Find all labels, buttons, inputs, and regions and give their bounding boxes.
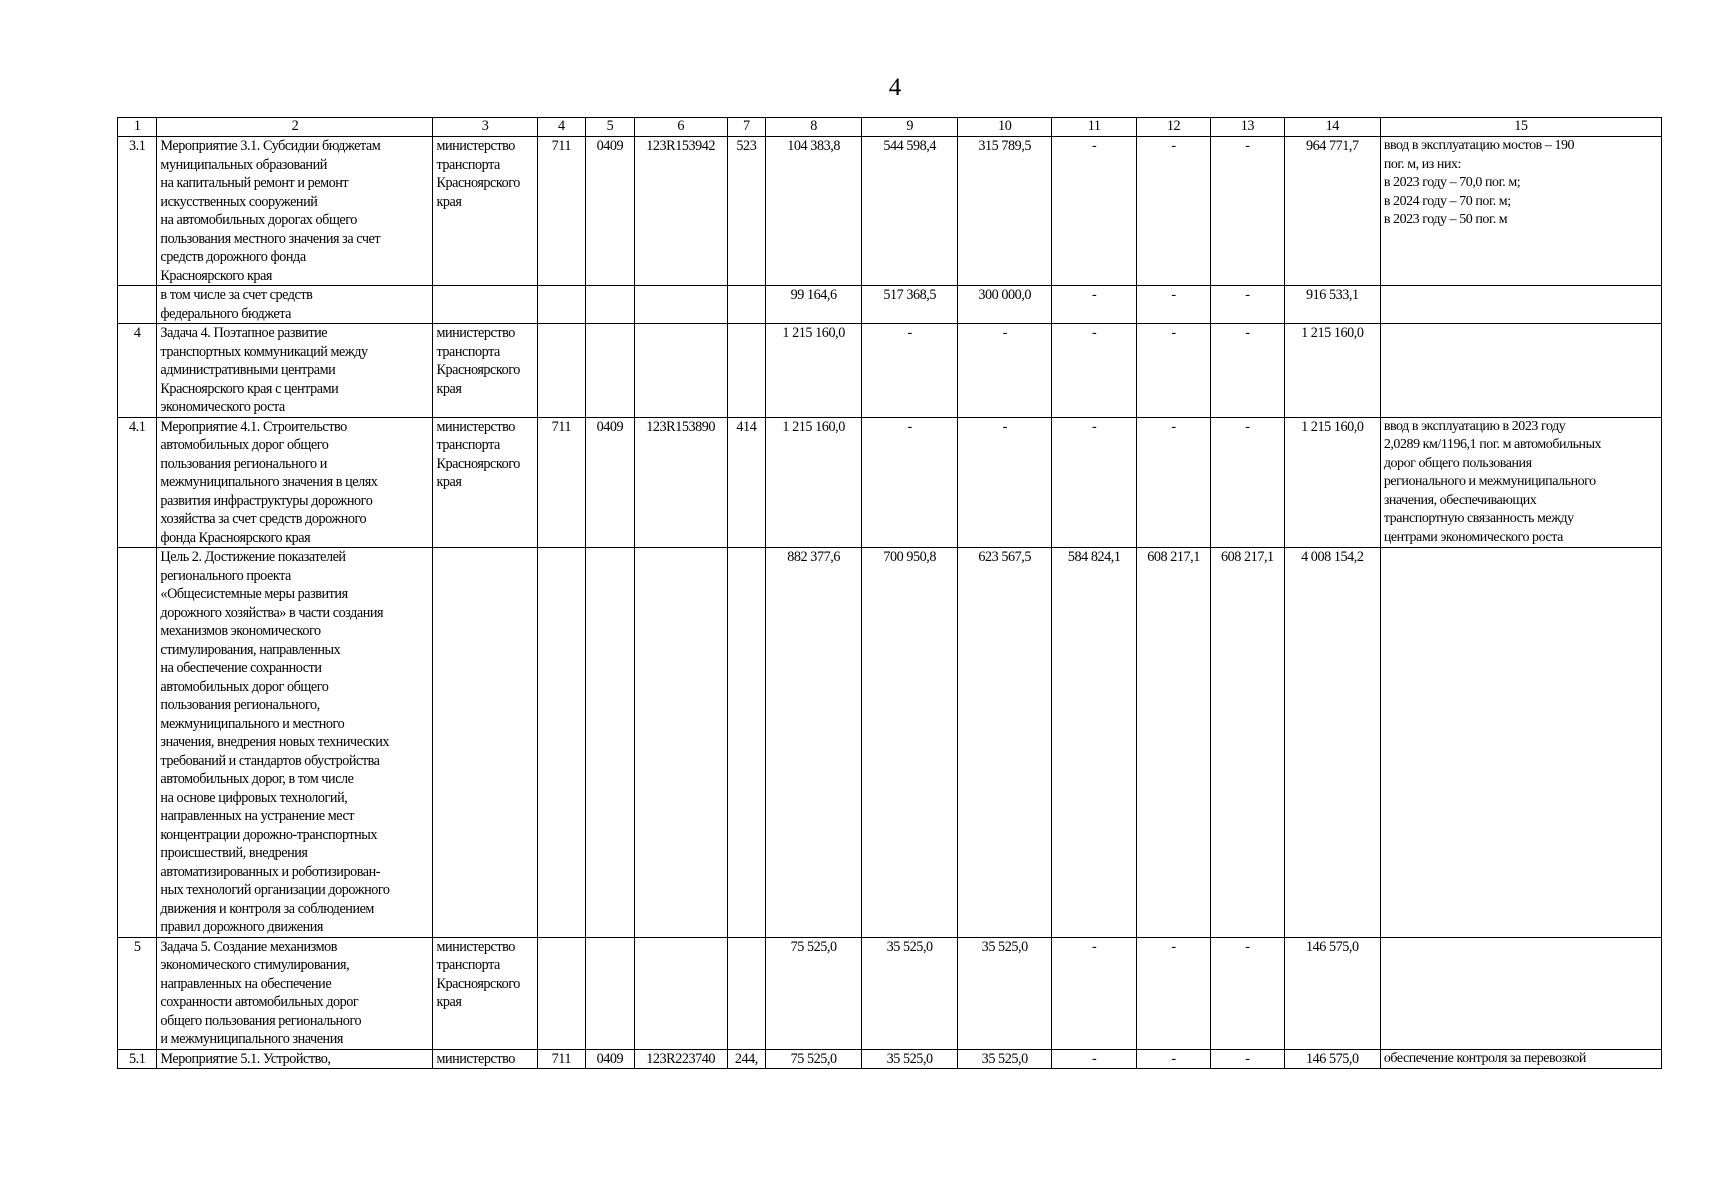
amount-year5-cell: - bbox=[1137, 137, 1211, 286]
amount-year3-cell: 300 000,0 bbox=[958, 286, 1052, 324]
amount-year1-cell: 75 525,0 bbox=[766, 937, 862, 1049]
row-number-cell bbox=[118, 286, 157, 324]
amount-year4-cell: - bbox=[1052, 1049, 1137, 1069]
amount-year6-cell: - bbox=[1210, 417, 1284, 548]
table-header-row bbox=[118, 118, 1662, 137]
rzpr-cell bbox=[586, 324, 635, 418]
executor-cell: министерство транспорта Красноярского края bbox=[433, 937, 537, 1049]
column-header: 14 bbox=[1284, 118, 1380, 137]
vr-cell: 523 bbox=[727, 137, 765, 286]
amount-year2-cell: 517 368,5 bbox=[862, 286, 958, 324]
csr-cell bbox=[634, 548, 727, 938]
activity-name-cell: Цель 2. Достижение показателей регионального проекта «Общесистемные меры развития дорожного хозяйства» в части создания механизмов экономического стимулирования, направленных на обеспечение сохранности автомобильных дорог общего пользования регионального, межмуниципального и местного значения, внедрения новых технических требований и стандартов обустройства автомобильных дорог, в том числе на основе цифровых технологий, направленных на устранение мест концентрации дорожно-транспортных происшествий, внедрения автоматизированных и роботизирован- ных технологий организации дорожного движения и контроля за соблюдением правил дорожного движения bbox=[157, 548, 433, 938]
amount-year5-cell: 608 217,1 bbox=[1137, 548, 1211, 938]
amount-year3-cell: - bbox=[958, 417, 1052, 548]
amount-year5-cell: - bbox=[1137, 286, 1211, 324]
activity-name-cell: Мероприятие 4.1. Строительство автомобильных дорог общего пользования регионального и межмуниципального значения в целях развития инфраструктуры дорожного хозяйства за счет средств дорожного фонда Красноярского края bbox=[157, 417, 433, 548]
amount-year5-cell: - bbox=[1137, 324, 1211, 418]
amount-total-cell: 916 533,1 bbox=[1284, 286, 1380, 324]
csr-cell bbox=[634, 324, 727, 418]
table-row bbox=[118, 286, 1662, 324]
table-row bbox=[118, 937, 1662, 1049]
csr-cell: 123R153890 bbox=[634, 417, 727, 548]
amount-year5-cell: - bbox=[1137, 1049, 1211, 1069]
grbs-cell: 711 bbox=[537, 137, 586, 286]
vr-cell bbox=[727, 324, 765, 418]
amount-year6-cell: 608 217,1 bbox=[1210, 548, 1284, 938]
csr-cell: 123R223740 bbox=[634, 1049, 727, 1069]
grbs-cell bbox=[537, 324, 586, 418]
amount-year6-cell: - bbox=[1210, 324, 1284, 418]
row-number-cell bbox=[118, 548, 157, 938]
amount-year3-cell: 35 525,0 bbox=[958, 937, 1052, 1049]
column-header: 2 bbox=[157, 118, 433, 137]
column-header: 6 bbox=[634, 118, 727, 137]
executor-cell: министерство транспорта Красноярского края bbox=[433, 137, 537, 286]
rzpr-cell: 0409 bbox=[586, 137, 635, 286]
amount-year6-cell: - bbox=[1210, 937, 1284, 1049]
column-header: 1 bbox=[118, 118, 157, 137]
amount-year2-cell: - bbox=[862, 324, 958, 418]
activity-name-cell: Мероприятие 3.1. Субсидии бюджетам муниципальных образований на капитальный ремонт и ремонт искусственных сооружений на автомобильных дорогах общего пользования местного значения за счет средств дорожного фонда Красноярского края bbox=[157, 137, 433, 286]
table-row bbox=[118, 1049, 1662, 1069]
csr-cell: 123R153942 bbox=[634, 137, 727, 286]
amount-year4-cell: 584 824,1 bbox=[1052, 548, 1137, 938]
amount-year2-cell: 35 525,0 bbox=[862, 937, 958, 1049]
column-header: 8 bbox=[766, 118, 862, 137]
activity-name-cell: Мероприятие 5.1. Устройство, bbox=[157, 1049, 433, 1069]
amount-year6-cell: - bbox=[1210, 137, 1284, 286]
amount-total-cell: 4 008 154,2 bbox=[1284, 548, 1380, 938]
vr-cell bbox=[727, 937, 765, 1049]
activity-name-cell: Задача 4. Поэтапное развитие транспортных коммуникаций между административными центрами Красноярского края с центрами экономического роста bbox=[157, 324, 433, 418]
amount-year4-cell: - bbox=[1052, 937, 1137, 1049]
amount-year1-cell: 75 525,0 bbox=[766, 1049, 862, 1069]
amount-total-cell: 146 575,0 bbox=[1284, 937, 1380, 1049]
executor-cell bbox=[433, 548, 537, 938]
amount-total-cell: 964 771,7 bbox=[1284, 137, 1380, 286]
row-number-cell: 3.1 bbox=[118, 137, 157, 286]
program-activities-table bbox=[117, 117, 1662, 1069]
amount-year3-cell: - bbox=[958, 324, 1052, 418]
amount-year2-cell: 700 950,8 bbox=[862, 548, 958, 938]
amount-year3-cell: 623 567,5 bbox=[958, 548, 1052, 938]
amount-year1-cell: 1 215 160,0 bbox=[766, 324, 862, 418]
amount-year3-cell: 315 789,5 bbox=[958, 137, 1052, 286]
amount-year1-cell: 104 383,8 bbox=[766, 137, 862, 286]
rzpr-cell: 0409 bbox=[586, 1049, 635, 1069]
amount-year4-cell: - bbox=[1052, 324, 1137, 418]
column-header: 11 bbox=[1052, 118, 1137, 137]
amount-year1-cell: 99 164,6 bbox=[766, 286, 862, 324]
vr-cell bbox=[727, 286, 765, 324]
column-header: 4 bbox=[537, 118, 586, 137]
activity-name-cell: Задача 5. Создание механизмов экономического стимулирования, направленных на обеспечение сохранности автомобильных дорог общего пользования регионального и межмуниципального значения bbox=[157, 937, 433, 1049]
executor-cell: министерство bbox=[433, 1049, 537, 1069]
page-number: 4 bbox=[888, 74, 902, 101]
csr-cell bbox=[634, 286, 727, 324]
grbs-cell bbox=[537, 937, 586, 1049]
column-header: 5 bbox=[586, 118, 635, 137]
amount-total-cell: 146 575,0 bbox=[1284, 1049, 1380, 1069]
grbs-cell bbox=[537, 286, 586, 324]
amount-year2-cell: 35 525,0 bbox=[862, 1049, 958, 1069]
row-number-cell: 4.1 bbox=[118, 417, 157, 548]
table-row bbox=[118, 417, 1662, 548]
amount-total-cell: 1 215 160,0 bbox=[1284, 417, 1380, 548]
rzpr-cell bbox=[586, 286, 635, 324]
expected-result-cell bbox=[1380, 937, 1661, 1049]
table-row bbox=[118, 548, 1662, 938]
amount-year4-cell: - bbox=[1052, 417, 1137, 548]
executor-cell: министерство транспорта Красноярского края bbox=[433, 417, 537, 548]
amount-year5-cell: - bbox=[1137, 417, 1211, 548]
row-number-cell: 5.1 bbox=[118, 1049, 157, 1069]
row-number-cell: 4 bbox=[118, 324, 157, 418]
csr-cell bbox=[634, 937, 727, 1049]
activity-name-cell: в том числе за счет средств федерального бюджета bbox=[157, 286, 433, 324]
grbs-cell: 711 bbox=[537, 417, 586, 548]
vr-cell bbox=[727, 548, 765, 938]
expected-result-cell: обеспечение контроля за перевозкой bbox=[1380, 1049, 1661, 1069]
amount-year5-cell: - bbox=[1137, 937, 1211, 1049]
amount-year2-cell: - bbox=[862, 417, 958, 548]
expected-result-cell: ввод в эксплуатацию в 2023 году 2,0289 км/1196,1 пог. м автомобильных дорог общего пользования регионального и межмуниципального значения, обеспечивающих транспортную связанность между центрами экономического роста bbox=[1380, 417, 1661, 548]
amount-year6-cell: - bbox=[1210, 286, 1284, 324]
amount-year6-cell: - bbox=[1210, 1049, 1284, 1069]
rzpr-cell bbox=[586, 937, 635, 1049]
grbs-cell: 711 bbox=[537, 1049, 586, 1069]
column-header: 9 bbox=[862, 118, 958, 137]
executor-cell bbox=[433, 286, 537, 324]
amount-year3-cell: 35 525,0 bbox=[958, 1049, 1052, 1069]
expected-result-cell bbox=[1380, 286, 1661, 324]
rzpr-cell bbox=[586, 548, 635, 938]
table-row bbox=[118, 137, 1662, 286]
grbs-cell bbox=[537, 548, 586, 938]
column-header: 13 bbox=[1210, 118, 1284, 137]
column-header: 7 bbox=[727, 118, 765, 137]
row-number-cell: 5 bbox=[118, 937, 157, 1049]
amount-year1-cell: 1 215 160,0 bbox=[766, 417, 862, 548]
column-header: 15 bbox=[1380, 118, 1661, 137]
vr-cell: 244, bbox=[727, 1049, 765, 1069]
column-header: 3 bbox=[433, 118, 537, 137]
expected-result-cell: ввод в эксплуатацию мостов – 190 пог. м, из них: в 2023 году – 70,0 пог. м; в 2024 году – 70 пог. м; в 2023 году – 50 пог. м bbox=[1380, 137, 1661, 286]
vr-cell: 414 bbox=[727, 417, 765, 548]
expected-result-cell bbox=[1380, 548, 1661, 938]
executor-cell: министерство транспорта Красноярского края bbox=[433, 324, 537, 418]
expected-result-cell bbox=[1380, 324, 1661, 418]
amount-total-cell: 1 215 160,0 bbox=[1284, 324, 1380, 418]
table-row bbox=[118, 324, 1662, 418]
column-header: 10 bbox=[958, 118, 1052, 137]
rzpr-cell: 0409 bbox=[586, 417, 635, 548]
amount-year2-cell: 544 598,4 bbox=[862, 137, 958, 286]
column-header: 12 bbox=[1137, 118, 1211, 137]
amount-year4-cell: - bbox=[1052, 137, 1137, 286]
amount-year1-cell: 882 377,6 bbox=[766, 548, 862, 938]
amount-year4-cell: - bbox=[1052, 286, 1137, 324]
